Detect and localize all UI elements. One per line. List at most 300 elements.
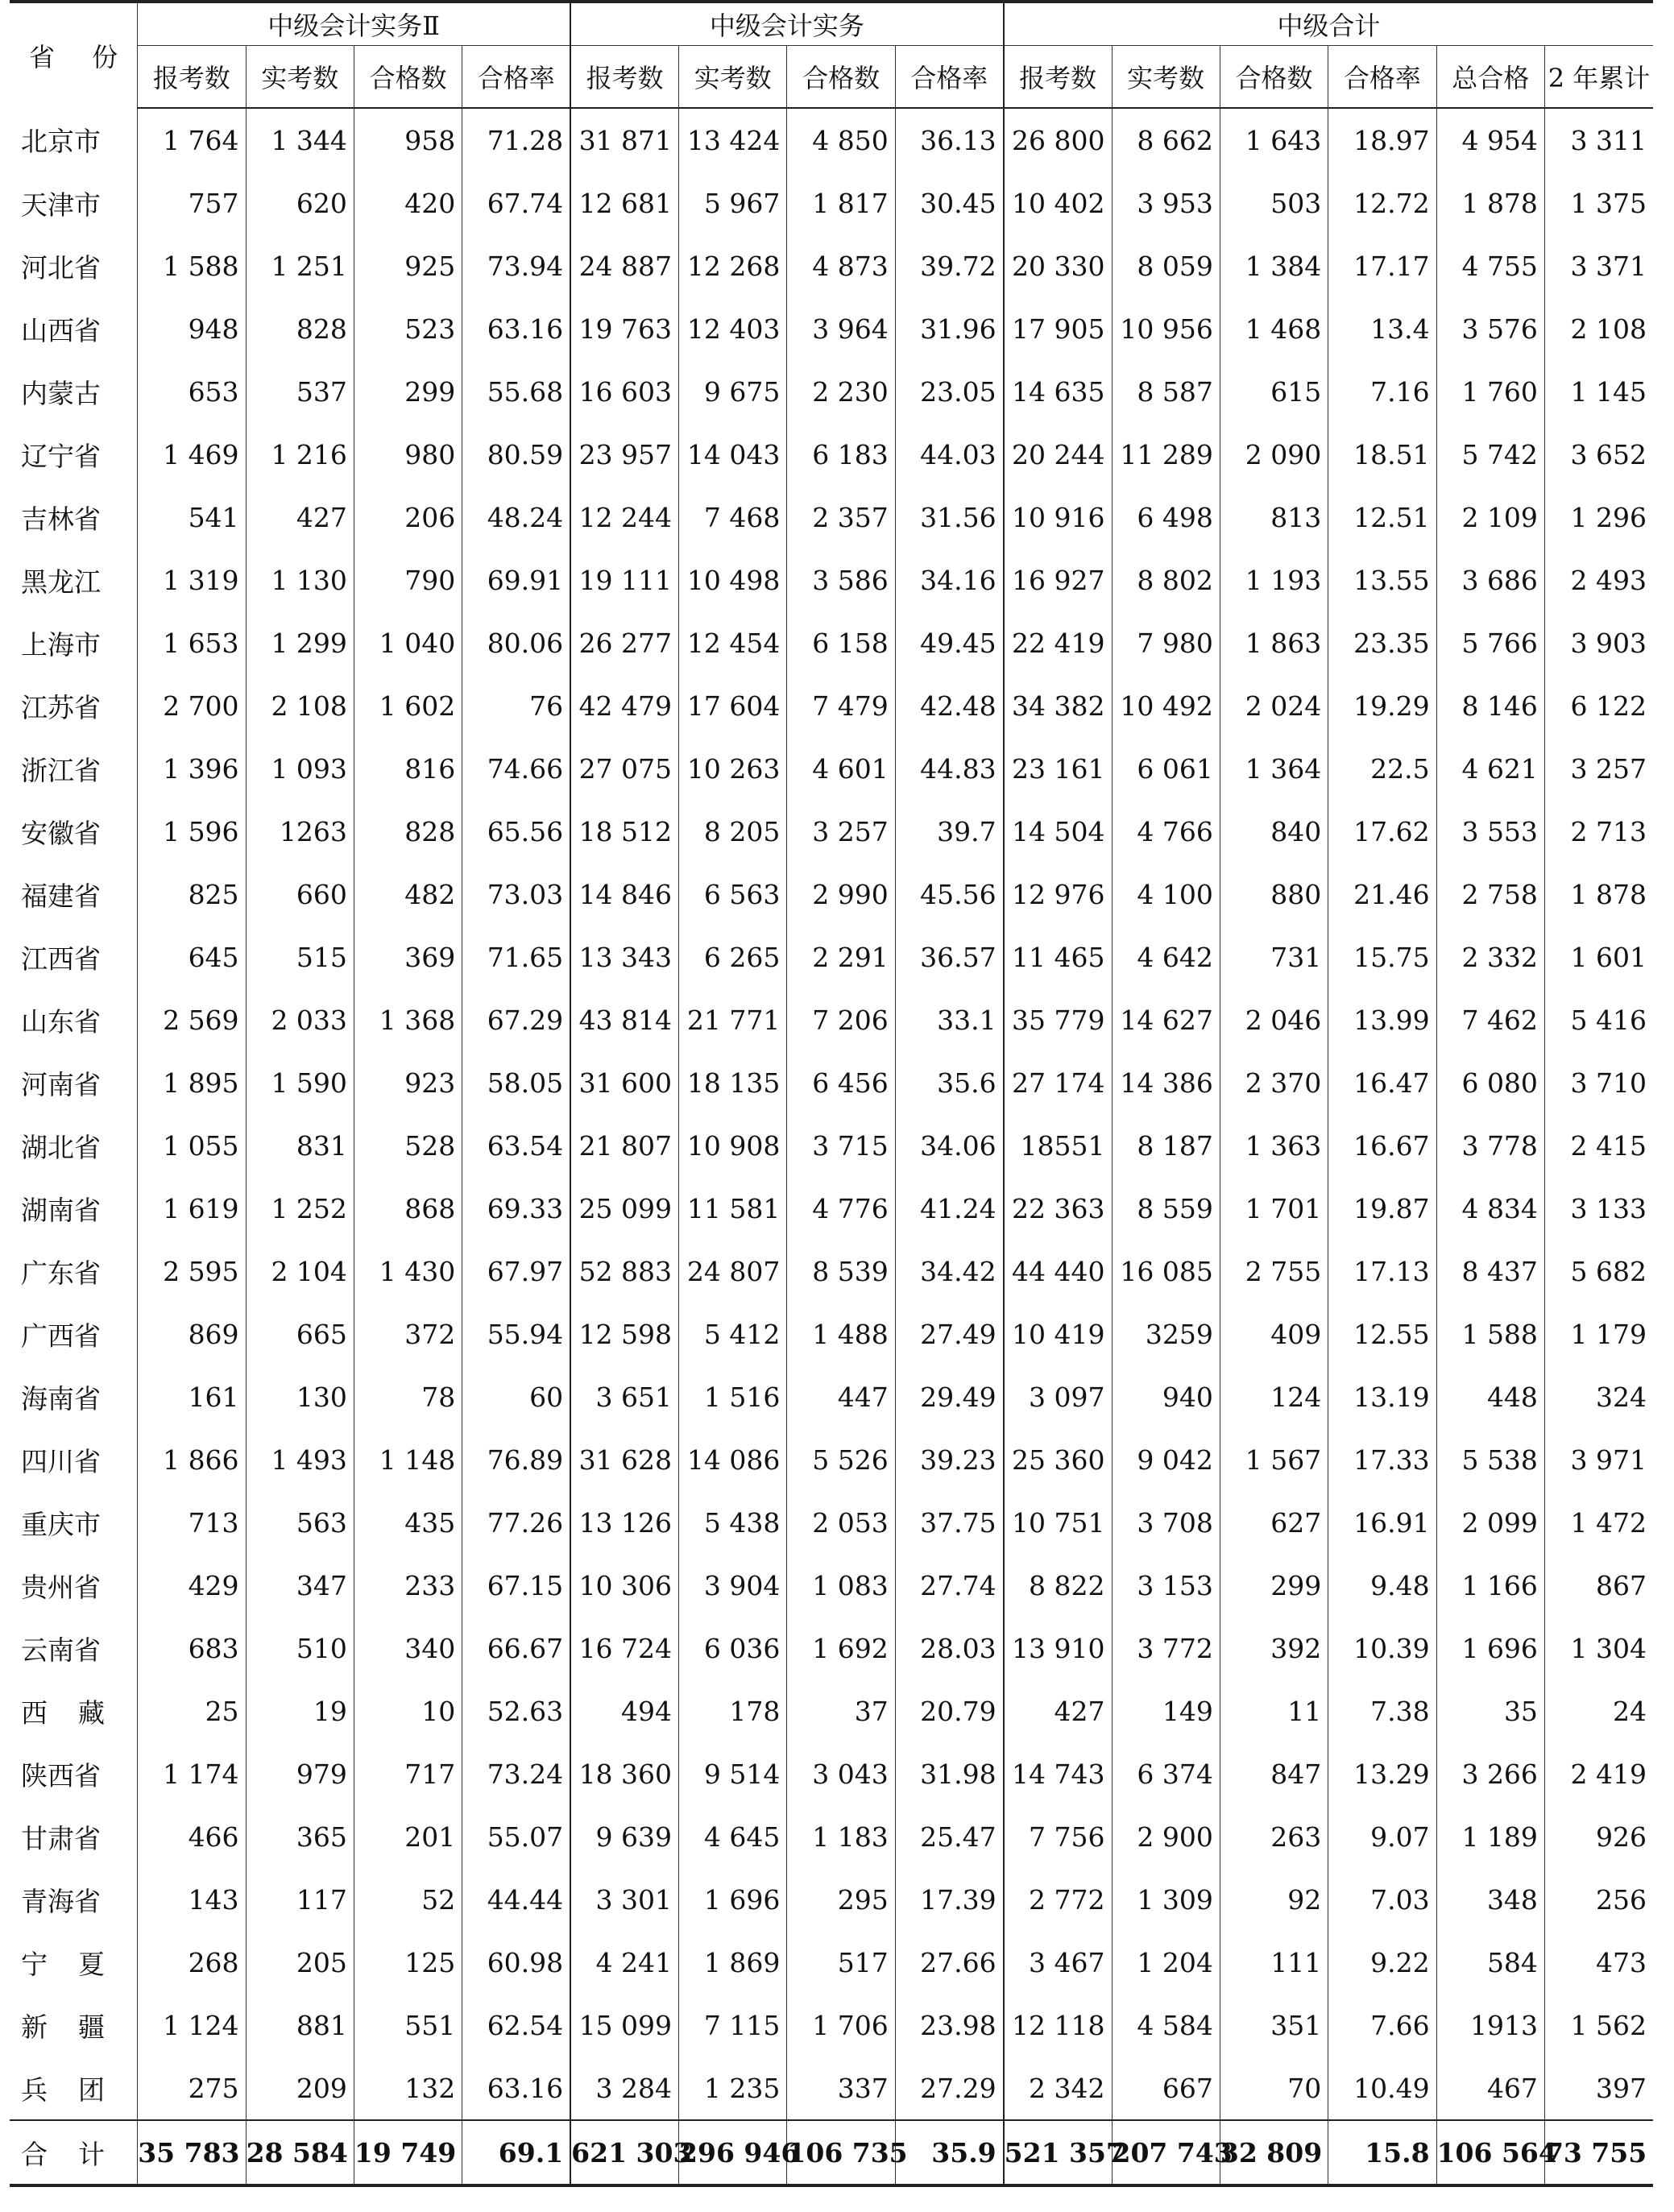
table-row (10, 611, 1653, 674)
cell-g3-total-passed: 3 686 (1436, 549, 1544, 611)
cell-g3-passed: 1 363 (1220, 1114, 1328, 1177)
cell-g1-passed: 435 (354, 1491, 462, 1554)
cell-g1-sat: 1 344 (246, 108, 354, 172)
cell-g1-registered: 1 469 (138, 423, 246, 486)
table-row (10, 1868, 1653, 1931)
cell-g1-registered: 1 124 (138, 1994, 246, 2057)
col-header-g3-total-passed: 总合格 (1436, 46, 1544, 109)
province-name: 内蒙古 (21, 377, 101, 409)
cell-g3-total-passed: 1 588 (1436, 1303, 1544, 1365)
cell-g2-rate: 31.96 (895, 297, 1003, 360)
table-row (10, 1680, 1653, 1742)
cell-g1-registered: 268 (138, 1931, 246, 1994)
cell-g3-sat: 667 (1112, 2057, 1220, 2120)
cell-g2-rate: 27.66 (895, 1931, 1003, 1994)
cell-g3-passed: 880 (1220, 863, 1328, 926)
cell-g3-rate: 23.35 (1328, 611, 1436, 674)
cell-g1-rate: 62.54 (462, 1994, 570, 2057)
cell-g2-sat: 14 086 (679, 1428, 787, 1491)
cell-g3-total-passed: 1913 (1436, 1994, 1544, 2057)
cell-g3-two-year: 73 755 (1544, 2120, 1653, 2185)
cell-g1-passed: 299 (354, 360, 462, 423)
cell-g3-registered: 2 342 (1004, 2057, 1112, 2120)
cell-g3-total-passed: 348 (1436, 1868, 1544, 1931)
cell-g1-sat: 117 (246, 1868, 354, 1931)
province-name: 山东省 (21, 1005, 101, 1038)
cell-g3-passed: 615 (1220, 360, 1328, 423)
cell-g3-rate: 10.39 (1328, 1617, 1436, 1680)
cell-g3-two-year: 397 (1544, 2057, 1653, 2120)
cell-g2-passed: 2 291 (787, 926, 895, 988)
cell-g1-passed: 868 (354, 1177, 462, 1240)
cell-g3-total-passed: 1 878 (1436, 172, 1544, 234)
cell-g2-registered: 16 724 (570, 1617, 678, 1680)
cell-g3-registered: 27 174 (1004, 1051, 1112, 1114)
cell-g1-registered: 1 596 (138, 800, 246, 863)
cell-g3-registered: 16 927 (1004, 549, 1112, 611)
cell-g1-passed: 923 (354, 1051, 462, 1114)
table-row (10, 2057, 1653, 2120)
cell-g3-sat: 10 492 (1112, 674, 1220, 737)
cell-g1-rate: 65.56 (462, 800, 570, 863)
col-header-g3-two-year: 2 年累计 (1544, 46, 1653, 109)
col-header-g3-sat: 实考数 (1112, 46, 1220, 109)
cell-g3-sat: 14 386 (1112, 1051, 1220, 1114)
col-header-g1-sat: 实考数 (246, 46, 354, 109)
cell-g2-registered: 25 099 (570, 1177, 678, 1240)
cell-g3-rate: 16.91 (1328, 1491, 1436, 1554)
cell-g2-sat: 21 771 (679, 988, 787, 1051)
cell-g3-passed: 124 (1220, 1365, 1328, 1428)
cell-g1-rate: 48.24 (462, 486, 570, 549)
cell-g2-registered: 18 512 (570, 800, 678, 863)
cell-g2-passed: 1 183 (787, 1805, 895, 1868)
table-row (10, 1365, 1653, 1428)
cell-g1-sat: 1 216 (246, 423, 354, 486)
cell-g1-registered: 1 055 (138, 1114, 246, 1177)
cell-g2-registered: 19 111 (570, 549, 678, 611)
table-row (10, 108, 1653, 172)
cell-g3-registered: 14 743 (1004, 1742, 1112, 1805)
cell-g3-two-year: 1 878 (1544, 863, 1653, 926)
cell-g3-rate: 15.8 (1328, 2120, 1436, 2185)
cell-g1-rate: 69.33 (462, 1177, 570, 1240)
cell-g1-registered: 1 319 (138, 549, 246, 611)
cell-g1-registered: 143 (138, 1868, 246, 1931)
cell-g1-passed: 1 040 (354, 611, 462, 674)
province-name: 吉林省 (21, 503, 101, 535)
cell-g1-rate: 67.15 (462, 1554, 570, 1617)
cell-g3-two-year: 3 710 (1544, 1051, 1653, 1114)
cell-g3-two-year: 1 601 (1544, 926, 1653, 988)
cell-g2-rate: 39.72 (895, 234, 1003, 297)
cell-g2-rate: 27.49 (895, 1303, 1003, 1365)
cell-g3-registered: 8 822 (1004, 1554, 1112, 1617)
cell-g3-sat: 8 187 (1112, 1114, 1220, 1177)
cell-g2-registered: 3 284 (570, 2057, 678, 2120)
cell-g1-sat: 19 (246, 1680, 354, 1742)
statistics-table-region (10, 0, 1674, 2187)
cell-g1-registered: 466 (138, 1805, 246, 1868)
province-name: 河南省 (21, 1068, 101, 1100)
cell-g3-rate: 19.29 (1328, 674, 1436, 737)
cell-g3-total-passed: 2 758 (1436, 863, 1544, 926)
col-header-g3-registered: 报考数 (1004, 46, 1112, 109)
cell-g1-registered: 35 783 (138, 2120, 246, 2185)
cell-g1-registered: 275 (138, 2057, 246, 2120)
cell-g2-sat: 6 563 (679, 863, 787, 926)
cell-g3-passed: 1 384 (1220, 234, 1328, 297)
cell-g1-sat: 828 (246, 297, 354, 360)
cell-g2-registered: 494 (570, 1680, 678, 1742)
cell-g3-two-year: 3 971 (1544, 1428, 1653, 1491)
cell-g1-passed: 132 (354, 2057, 462, 2120)
cell-g2-sat: 5 412 (679, 1303, 787, 1365)
cell-g3-sat: 1 204 (1112, 1931, 1220, 1994)
cell-g3-two-year: 1 179 (1544, 1303, 1653, 1365)
cell-g2-sat: 17 604 (679, 674, 787, 737)
cell-g1-rate: 71.65 (462, 926, 570, 988)
cell-g2-passed: 37 (787, 1680, 895, 1742)
cell-g3-total-passed: 5 538 (1436, 1428, 1544, 1491)
table-row (10, 1491, 1653, 1554)
cell-g1-rate: 73.24 (462, 1742, 570, 1805)
cell-g1-registered: 653 (138, 360, 246, 423)
cell-g2-registered: 12 244 (570, 486, 678, 549)
cell-g3-sat: 8 587 (1112, 360, 1220, 423)
cell-g1-registered: 645 (138, 926, 246, 988)
cell-g1-rate: 67.74 (462, 172, 570, 234)
cell-g2-sat: 1 696 (679, 1868, 787, 1931)
province-name: 青海省 (21, 1885, 101, 1917)
cell-g3-sat: 2 900 (1112, 1805, 1220, 1868)
table-row (10, 1051, 1653, 1114)
cell-g3-sat: 3 953 (1112, 172, 1220, 234)
cell-g1-passed: 420 (354, 172, 462, 234)
cell-g3-total-passed: 6 080 (1436, 1051, 1544, 1114)
cell-g1-registered: 869 (138, 1303, 246, 1365)
cell-g3-sat: 14 627 (1112, 988, 1220, 1051)
cell-g3-passed: 2 090 (1220, 423, 1328, 486)
cell-g2-registered: 4 241 (570, 1931, 678, 1994)
cell-g2-registered: 27 075 (570, 737, 678, 800)
cell-g3-rate: 16.47 (1328, 1051, 1436, 1114)
cell-g2-passed: 3 586 (787, 549, 895, 611)
cell-g2-sat: 9 514 (679, 1742, 787, 1805)
cell-g1-passed: 52 (354, 1868, 462, 1931)
cell-g1-passed: 482 (354, 863, 462, 926)
cell-g2-registered: 18 360 (570, 1742, 678, 1805)
cell-g1-sat: 510 (246, 1617, 354, 1680)
cell-g2-passed: 8 539 (787, 1240, 895, 1303)
table-row (10, 1931, 1653, 1994)
cell-g2-sat: 13 424 (679, 108, 787, 172)
cell-g3-total-passed: 2 332 (1436, 926, 1544, 988)
cell-g3-two-year: 1 304 (1544, 1617, 1653, 1680)
cell-g2-passed: 2 357 (787, 486, 895, 549)
cell-g3-rate: 16.67 (1328, 1114, 1436, 1177)
cell-g2-passed: 1 692 (787, 1617, 895, 1680)
cell-g1-rate: 67.97 (462, 1240, 570, 1303)
province-name: 广东省 (21, 1257, 101, 1289)
table-row (10, 1177, 1653, 1240)
cell-g3-passed: 840 (1220, 800, 1328, 863)
cell-g3-passed: 409 (1220, 1303, 1328, 1365)
cell-g3-total-passed: 4 834 (1436, 1177, 1544, 1240)
cell-g3-passed: 11 (1220, 1680, 1328, 1742)
group-header-practice-2: 中级会计实务Ⅱ (138, 2, 570, 46)
cell-g1-registered: 429 (138, 1554, 246, 1617)
exam-statistics-table (10, 0, 1653, 2187)
cell-g2-registered: 23 957 (570, 423, 678, 486)
cell-g2-passed: 4 873 (787, 234, 895, 297)
cell-g2-sat: 1 516 (679, 1365, 787, 1428)
cell-g3-total-passed: 467 (1436, 2057, 1544, 2120)
cell-g3-registered: 23 161 (1004, 737, 1112, 800)
cell-g3-total-passed: 35 (1436, 1680, 1544, 1742)
cell-g3-sat: 8 662 (1112, 108, 1220, 172)
cell-g2-sat: 10 908 (679, 1114, 787, 1177)
cell-g3-registered: 427 (1004, 1680, 1112, 1742)
cell-g2-sat: 1 869 (679, 1931, 787, 1994)
cell-g2-sat: 1 235 (679, 2057, 787, 2120)
cell-g1-sat: 665 (246, 1303, 354, 1365)
table-row (10, 234, 1653, 297)
cell-g3-sat: 9 042 (1112, 1428, 1220, 1491)
table-row (10, 1805, 1653, 1868)
cell-g1-rate: 71.28 (462, 108, 570, 172)
cell-g1-passed: 19 749 (354, 2120, 462, 2185)
cell-g2-registered: 15 099 (570, 1994, 678, 2057)
cell-g2-registered: 31 628 (570, 1428, 678, 1491)
cell-g3-total-passed: 3 576 (1436, 297, 1544, 360)
cell-g2-rate: 30.45 (895, 172, 1003, 234)
cell-g3-passed: 503 (1220, 172, 1328, 234)
cell-g1-rate: 66.67 (462, 1617, 570, 1680)
cell-g3-two-year: 1 145 (1544, 360, 1653, 423)
cell-g1-sat: 537 (246, 360, 354, 423)
cell-g2-registered: 3 301 (570, 1868, 678, 1931)
table-row (10, 172, 1653, 234)
cell-g3-two-year: 3 133 (1544, 1177, 1653, 1240)
province-name: 湖北省 (21, 1131, 101, 1163)
cell-g2-rate: 31.56 (895, 486, 1003, 549)
cell-g2-rate: 20.79 (895, 1680, 1003, 1742)
cell-g3-passed: 263 (1220, 1805, 1328, 1868)
cell-g2-registered: 42 479 (570, 674, 678, 737)
cell-g2-registered: 43 814 (570, 988, 678, 1051)
cell-g1-sat: 1 251 (246, 234, 354, 297)
cell-g3-registered: 11 465 (1004, 926, 1112, 988)
cell-g3-sat: 4 766 (1112, 800, 1220, 863)
cell-g2-sat: 10 263 (679, 737, 787, 800)
cell-g3-sat: 16 085 (1112, 1240, 1220, 1303)
col-header-g1-registered: 报考数 (138, 46, 246, 109)
col-header-g1-rate: 合格率 (462, 46, 570, 109)
province-name: 陕西省 (21, 1759, 101, 1792)
cell-g3-sat: 940 (1112, 1365, 1220, 1428)
cell-g3-sat: 4 100 (1112, 863, 1220, 926)
province-name: 辽宁省 (21, 440, 101, 472)
cell-g1-rate: 80.59 (462, 423, 570, 486)
cell-g2-sat: 3 904 (679, 1554, 787, 1617)
cell-g3-registered: 7 756 (1004, 1805, 1112, 1868)
province-name: 贵州省 (21, 1571, 101, 1603)
cell-g1-rate: 69.1 (462, 2120, 570, 2185)
cell-g2-rate: 35.9 (895, 2120, 1003, 2185)
cell-g1-passed: 1 148 (354, 1428, 462, 1491)
cell-g2-passed: 517 (787, 1931, 895, 1994)
cell-g2-sat: 4 645 (679, 1805, 787, 1868)
cell-g2-rate: 37.75 (895, 1491, 1003, 1554)
cell-g2-passed: 3 964 (787, 297, 895, 360)
cell-g1-rate: 80.06 (462, 611, 570, 674)
cell-g3-registered: 18551 (1004, 1114, 1112, 1177)
cell-g3-rate: 17.13 (1328, 1240, 1436, 1303)
cell-g2-rate: 36.13 (895, 108, 1003, 172)
cell-g3-rate: 13.29 (1328, 1742, 1436, 1805)
cell-g3-passed: 2 024 (1220, 674, 1328, 737)
cell-g1-registered: 1 396 (138, 737, 246, 800)
cell-g1-sat: 1 493 (246, 1428, 354, 1491)
cell-g1-sat: 979 (246, 1742, 354, 1805)
cell-g2-passed: 1 706 (787, 1994, 895, 2057)
cell-g1-registered: 1 174 (138, 1742, 246, 1805)
cell-g1-sat: 1 252 (246, 1177, 354, 1240)
table-body (10, 108, 1653, 2185)
cell-g2-sat: 12 454 (679, 611, 787, 674)
cell-g3-total-passed: 2 109 (1436, 486, 1544, 549)
province-name: 广西省 (21, 1319, 101, 1352)
cell-g2-rate: 34.16 (895, 549, 1003, 611)
cell-g2-registered: 19 763 (570, 297, 678, 360)
cell-g2-registered: 21 807 (570, 1114, 678, 1177)
cell-g2-sat: 18 135 (679, 1051, 787, 1114)
cell-g1-rate: 60.98 (462, 1931, 570, 1994)
cell-g2-passed: 3 043 (787, 1742, 895, 1805)
cell-g2-rate: 28.03 (895, 1617, 1003, 1680)
cell-g1-passed: 206 (354, 486, 462, 549)
cell-g2-registered: 31 600 (570, 1051, 678, 1114)
cell-g3-total-passed: 3 266 (1436, 1742, 1544, 1805)
province-name: 福建省 (21, 880, 101, 912)
cell-g3-rate: 7.38 (1328, 1680, 1436, 1742)
cell-g2-rate: 39.7 (895, 800, 1003, 863)
cell-g3-rate: 9.48 (1328, 1554, 1436, 1617)
cell-g2-rate: 45.56 (895, 863, 1003, 926)
table-row (10, 1617, 1653, 1680)
cell-g2-registered: 621 303 (570, 2120, 678, 2185)
cell-g3-passed: 70 (1220, 2057, 1328, 2120)
cell-g3-registered: 22 363 (1004, 1177, 1112, 1240)
cell-g3-registered: 17 905 (1004, 297, 1112, 360)
cell-g3-sat: 8 059 (1112, 234, 1220, 297)
cell-g3-rate: 7.16 (1328, 360, 1436, 423)
cell-g1-rate: 58.05 (462, 1051, 570, 1114)
cell-g3-sat: 6 498 (1112, 486, 1220, 549)
cell-g3-two-year: 6 122 (1544, 674, 1653, 737)
cell-g3-passed: 627 (1220, 1491, 1328, 1554)
cell-g3-two-year: 256 (1544, 1868, 1653, 1931)
cell-g3-total-passed: 1 166 (1436, 1554, 1544, 1617)
cell-g3-passed: 2 046 (1220, 988, 1328, 1051)
cell-g2-sat: 296 946 (679, 2120, 787, 2185)
cell-g3-rate: 22.5 (1328, 737, 1436, 800)
province-name: 安徽省 (21, 817, 101, 849)
cell-g3-passed: 1 193 (1220, 549, 1328, 611)
cell-g1-passed: 816 (354, 737, 462, 800)
cell-g3-registered: 2 772 (1004, 1868, 1112, 1931)
cell-g1-passed: 925 (354, 234, 462, 297)
cell-g3-sat: 10 956 (1112, 297, 1220, 360)
cell-g2-passed: 3 257 (787, 800, 895, 863)
cell-g2-registered: 14 846 (570, 863, 678, 926)
table-row (10, 1994, 1653, 2057)
cell-g1-sat: 1 130 (246, 549, 354, 611)
cell-g3-total-passed: 1 696 (1436, 1617, 1544, 1680)
cell-g3-sat: 8 559 (1112, 1177, 1220, 1240)
cell-g1-rate: 55.07 (462, 1805, 570, 1868)
cell-g3-total-passed: 3 778 (1436, 1114, 1544, 1177)
cell-g3-registered: 22 419 (1004, 611, 1112, 674)
cell-g3-sat: 3 772 (1112, 1617, 1220, 1680)
cell-g1-sat: 1 590 (246, 1051, 354, 1114)
cell-g1-registered: 25 (138, 1680, 246, 1742)
cell-g3-two-year: 3 903 (1544, 611, 1653, 674)
cell-g1-sat: 2 033 (246, 988, 354, 1051)
cell-g1-rate: 52.63 (462, 1680, 570, 1742)
cell-g1-sat: 365 (246, 1805, 354, 1868)
province-name: 海南省 (21, 1382, 101, 1415)
group-header-total: 中级合计 (1004, 2, 1653, 46)
cell-g1-sat: 2 108 (246, 674, 354, 737)
province-name: 江西省 (21, 942, 101, 975)
cell-g1-passed: 523 (354, 297, 462, 360)
table-row (10, 1303, 1653, 1365)
cell-g3-two-year: 3 371 (1544, 234, 1653, 297)
cell-g1-registered: 1 619 (138, 1177, 246, 1240)
cell-g2-rate: 27.74 (895, 1554, 1003, 1617)
cell-g3-registered: 10 419 (1004, 1303, 1112, 1365)
cell-g3-total-passed: 448 (1436, 1365, 1544, 1428)
cell-g3-passed: 1 468 (1220, 297, 1328, 360)
cell-g2-registered: 24 887 (570, 234, 678, 297)
cell-g1-sat: 427 (246, 486, 354, 549)
cell-g3-two-year: 473 (1544, 1931, 1653, 1994)
province-name: 兵团 (21, 2073, 135, 2106)
cell-g2-rate: 42.48 (895, 674, 1003, 737)
cell-g3-registered: 13 910 (1004, 1617, 1112, 1680)
col-header-g2-registered: 报考数 (570, 46, 678, 109)
table-row (10, 1428, 1653, 1491)
cell-g2-rate: 44.83 (895, 737, 1003, 800)
cell-g3-sat: 1 309 (1112, 1868, 1220, 1931)
cell-g3-sat: 207 743 (1112, 2120, 1220, 2185)
cell-g2-passed: 447 (787, 1365, 895, 1428)
cell-g3-registered: 3 097 (1004, 1365, 1112, 1428)
cell-g2-rate: 34.42 (895, 1240, 1003, 1303)
cell-g3-registered: 26 800 (1004, 108, 1112, 172)
cell-g2-passed: 106 735 (787, 2120, 895, 2185)
cell-g1-registered: 1 895 (138, 1051, 246, 1114)
cell-g3-two-year: 3 257 (1544, 737, 1653, 800)
cell-g3-passed: 111 (1220, 1931, 1328, 1994)
province-name: 北京市 (21, 126, 101, 157)
cell-g2-passed: 6 158 (787, 611, 895, 674)
cell-g2-rate: 17.39 (895, 1868, 1003, 1931)
cell-g2-passed: 1 083 (787, 1554, 895, 1617)
cell-g1-sat: 209 (246, 2057, 354, 2120)
